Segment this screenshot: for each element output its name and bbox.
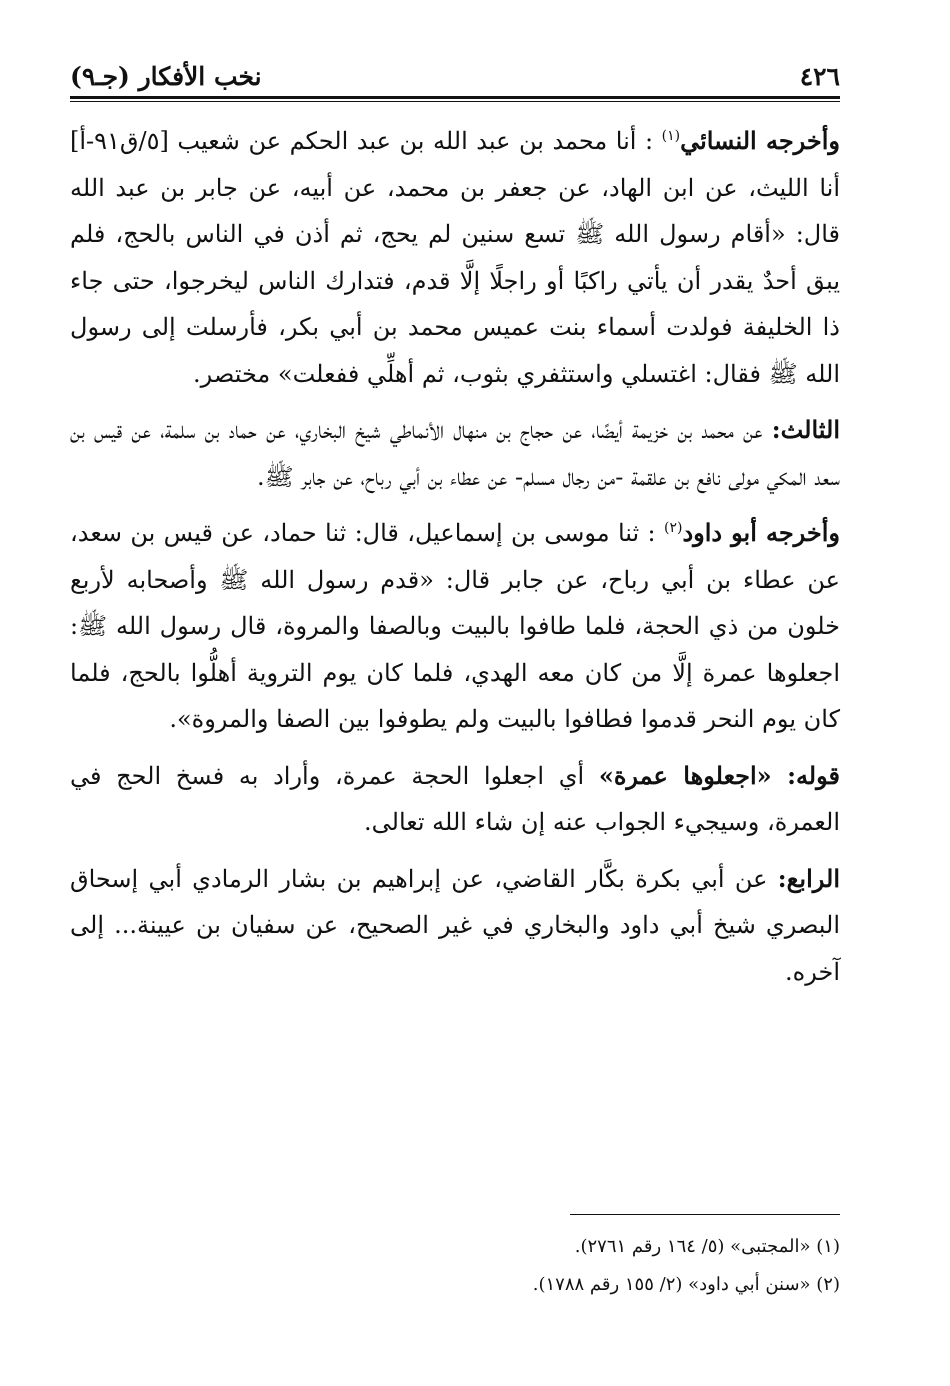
paragraph-5 [70, 856, 840, 996]
paragraph-4 [70, 753, 840, 846]
footnote-2: (٢) «سنن أبي داود» (٢/ ١٥٥ رقم ١٧٨٨). [532, 1274, 840, 1295]
paragraph-text: عن محمد بن خزيمة أيضًا، عن حجاج بن منهال الأنماطي شيخ البخاري، عن حماد بن سلمة، عن قيس بن سعد المكي مولى نافع بن علقمة -من رجال مسلم- عن عطاء بن أبي رباح، عن جابر ﷺ. [70, 416, 840, 491]
paragraph-text: : ثنا موسى بن إسماعيل، قال: ثنا حماد، عن قيس بن سعد، عن عطاء بن أبي رباح، عن جابر قال: «قدم رسول الله ﷺ وأصحابه لأربع خلون من ذي الحجة، فلما طافوا بالبيت وبالصفا والمروة، قال رسول الله ﷺ: اجعلوها عمرة إلَّا من كان معه الهدي، فلما كان يوم التروية أهلُّوا بالحج، فلما كان يوم النحر قدموا فطافوا بالبيت ولم يطوفوا بين الصفا والمروة». [70, 519, 840, 733]
footnote-ref[interactable]: (٢) [663, 520, 683, 536]
header-rule [70, 96, 840, 99]
main-text [70, 118, 840, 995]
footnote-separator [570, 1214, 840, 1215]
paragraph-lead: الرابع: [777, 863, 840, 893]
running-header [70, 52, 840, 92]
paragraph-text: أي اجعلوا الحجة عمرة، وأراد به فسخ الحج في العمرة، وسيجيء الجواب عنه إن شاء الله تعالى. [70, 761, 840, 836]
paragraph-lead: وأخرجه أبو داود [682, 518, 840, 547]
paragraph-text: : أنا محمد بن عبد الله بن عبد الحكم عن شعيب [٥/ق٩١-أ] أنا الليث، عن ابن الهاد، عن جعفر بن محمد، عن أبيه، عن جابر بن عبد الله قال: «أقام رسول الله ﷺ تسع سنين لم يحج، ثم أذن في الناس بالحج، فلم يبق أحدٌ يقدر أن يأتي راكبًا أو راجلًا إلَّا قدم، فتدارك الناس ليخرجوا، حتى جاء ذا الخليفة فولدت أسماء بنت عميس محمد بن أبي بكر، فأرسلت إلى رسول الله ﷺ فقال: اغتسلي واستثفري بثوب، ثم أهلِّي ففعلت» مختصر. [70, 127, 841, 388]
paragraph-lead: قوله: «اجعلوها عمرة» [598, 760, 840, 790]
paragraph-lead: وأخرجه النسائي [680, 126, 840, 155]
footnote-1: (١) «المجتبى» (٥/ ١٦٤ رقم ٢٧٦١). [574, 1236, 840, 1257]
page-number: ٤٢٦ [799, 62, 840, 91]
header-rule-thin [70, 101, 840, 102]
paragraph-2 [70, 407, 840, 500]
paragraph-3 [70, 510, 840, 743]
book-title: نخب الأفكار (جـ٩) [70, 62, 262, 91]
paragraph-lead: الثالث: [771, 415, 840, 444]
paragraph-text: عن أبي بكرة بكَّار القاضي، عن إبراهيم بن بشار الرمادي أبي إسحاق البصري شيخ أبي داود والبخاري في غير الصحيح، عن سفيان بن عيينة... إلى آخره. [70, 864, 840, 986]
footnotes [70, 1228, 840, 1304]
paragraph-1 [70, 118, 840, 397]
footnote-ref[interactable]: (١) [661, 128, 681, 144]
